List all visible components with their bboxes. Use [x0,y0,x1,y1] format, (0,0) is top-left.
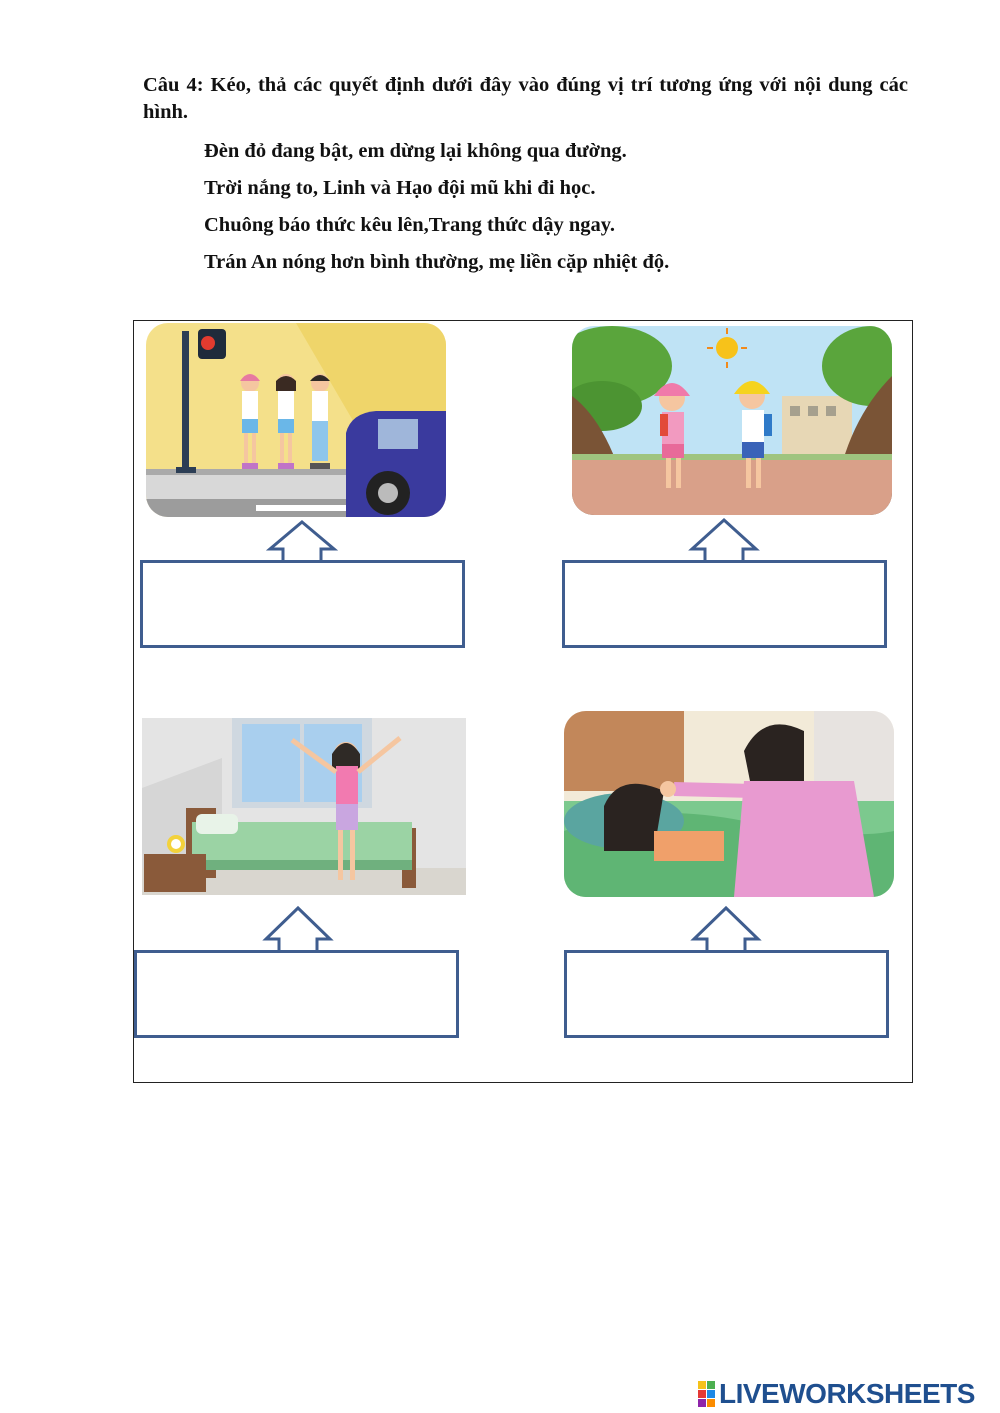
alarm-clock-wake-up-picture [142,718,466,895]
mother-checks-fever-picture [564,711,894,897]
sunny-walk-to-school-picture [572,326,892,515]
traffic-light-crossing-picture [146,323,446,517]
up-arrow-icon-1 [266,519,338,565]
answer-box-3[interactable] [134,950,459,1038]
answer-option-4[interactable]: Trán An nóng hơn bình thường, mẹ liền cặp nhiệt độ. [204,251,670,273]
answer-box-4[interactable] [564,950,889,1038]
answer-option-2[interactable]: Trời nắng to, Linh và Hạo đội mũ khi đi học. [204,177,596,199]
answer-options-list [204,137,669,285]
logo-blocks-icon [698,1381,715,1407]
answer-box-1[interactable] [140,560,465,648]
up-arrow-icon-2 [688,517,760,565]
answer-option-3[interactable]: Chuông báo thức kêu lên,Trang thức dậy ngay. [204,214,615,236]
up-arrow-icon-3 [262,905,334,955]
answer-option-1[interactable]: Đèn đỏ đang bật, em dừng lại không qua đường. [204,140,627,162]
question-text: Câu 4: Kéo, thả các quyết định dưới đây vào đúng vị trí tương ứng với nội dung các hình. [143,74,908,123]
brand-name: LIVEWORKSHEETS [719,1378,975,1409]
liveworksheets-logo [698,1376,975,1412]
up-arrow-icon-4 [690,905,762,955]
answer-box-2[interactable] [562,560,887,648]
